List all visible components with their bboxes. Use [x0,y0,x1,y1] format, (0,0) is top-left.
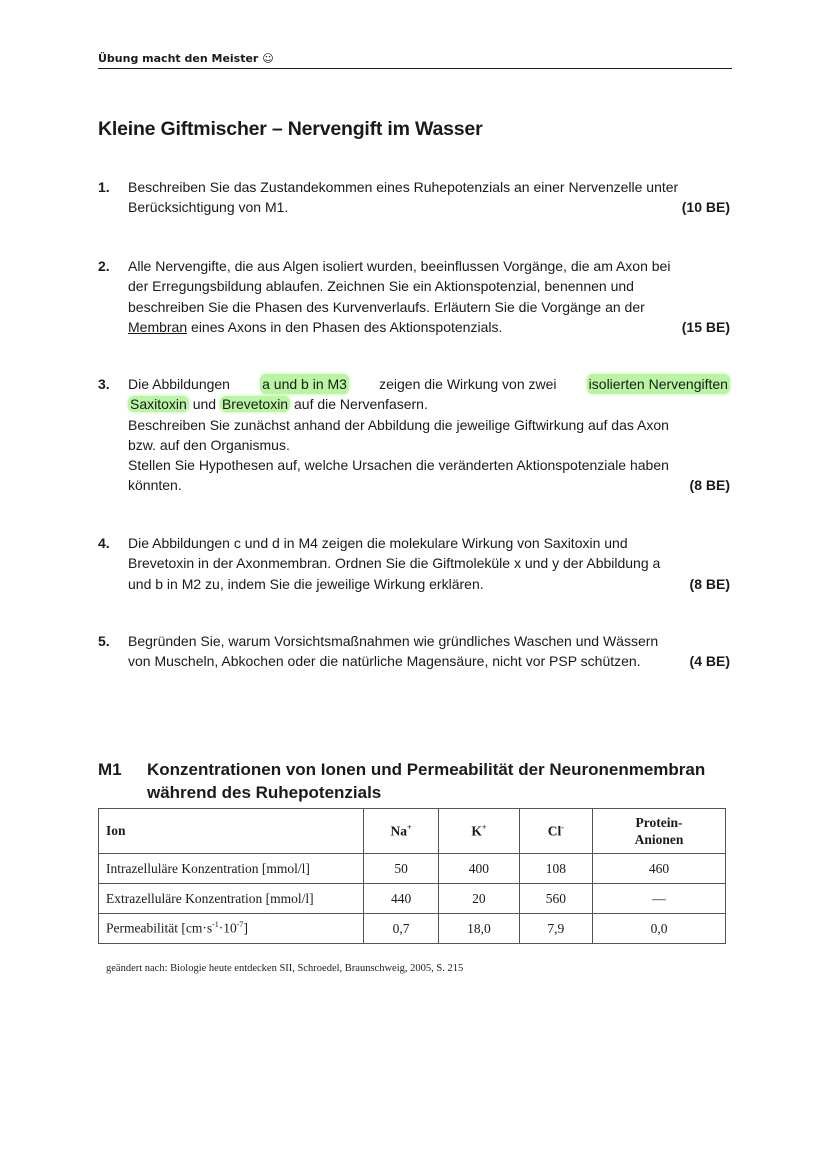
highlight: Brevetoxin [221,396,289,413]
material-title-line: während des Ruhepotenzials [147,783,382,802]
cell: 460 [593,854,726,884]
table-row [99,914,726,944]
col-header-k: K+ [439,809,519,854]
col-header-ion: Ion [99,809,364,854]
col-header-cl: Cl- [519,809,592,854]
highlight: Saxitoxin [130,396,187,413]
points-badge: (4 BE) [689,653,730,670]
source-citation: geändert nach: Biologie heute entdecken SII, Schroedel, Braunschweig, 2005, S. 215 [106,963,464,974]
task-number: 1. [98,179,110,195]
page-header [98,51,732,69]
col-header-na: Na+ [364,809,439,854]
task-number: 2. [98,258,110,274]
ion-table [98,808,726,944]
task-text-line: könnten. [128,477,182,494]
task-number: 4. [98,535,110,551]
highlight: isolierten Nervengiften [587,374,730,394]
page-title: Kleine Giftmischer – Nervengift im Wasser [98,118,483,140]
task-text: auf die Nervenfasern. [294,396,428,413]
material-label: M1 [98,760,122,779]
cell: — [593,884,726,914]
row-label: Extrazelluläre Konzentration [mmol/l] [99,884,364,914]
task-text-line: Beschreiben Sie das Zustandekommen eines Ruhepotenzials an einer Nervenzelle unter [128,179,679,195]
task-text-line: Begründen Sie, warum Vorsichtsmaßnahmen wie gründliches Waschen und Wässern [128,633,659,649]
task-text-line: beschreiben Sie die Phasen des Kurvenverlaufs. Erläutern Sie die Vorgänge an der [128,298,645,315]
task-text: und [192,396,217,413]
table-row [99,884,726,914]
task-4 [98,533,730,594]
cell: 560 [519,884,592,914]
cell: 18,0 [439,914,519,944]
task-text-line: Alle Nervengifte, die aus Algen isoliert wurden, beeinflussen Vorgänge, die am Axon bei [128,258,671,274]
row-label: Intrazelluläre Konzentration [mmol/l] [99,854,364,884]
header-text: Übung macht den Meister ☺ [98,52,274,65]
task-5 [98,631,730,672]
task-text-line: Berücksichtigung von M1. [128,199,289,216]
cell: 50 [364,854,439,884]
task-number: 3. [98,376,110,392]
cell: 20 [439,884,519,914]
task-text-line: Brevetoxin in der Axonmembran. Ordnen Sie die Giftmoleküle x und y der Abbildung a [128,555,661,572]
task-text-line: Die Abbildungen c und d in M4 zeigen die molekulare Wirkung von Saxitoxin und [128,535,628,551]
cell: 108 [519,854,592,884]
points-badge: (10 BE) [681,199,730,216]
cell: 440 [364,884,439,914]
material-title-line: Konzentrationen von Ionen und Permeabilität der Neuronenmembran [147,760,706,779]
cell: 0,0 [593,914,726,944]
underlined-term: Membran [128,318,188,335]
task-text-line: und b in M2 zu, indem Sie die jeweilige Wirkung erklären. [128,575,484,592]
task-text-line: der Erregungsbildung ablaufen. Zeichnen Sie ein Aktionspotenzial, benennen und [128,278,634,295]
col-header-protein-anionen: Protein- Anionen [593,809,726,854]
task-text-line: eines Axons in den Phasen des Aktionspotenzials. [187,318,503,335]
table-header-row [99,809,726,854]
task-number: 5. [98,633,110,649]
cell: 400 [439,854,519,884]
task-text-line: bzw. auf den Organismus. [128,436,290,453]
points-badge: (15 BE) [681,318,730,335]
highlight: a und b in M3 [260,374,349,394]
task-2 [98,256,730,337]
task-text-line: Beschreiben Sie zunächst anhand der Abbildung die jeweilige Giftwirkung auf das Axon [128,416,669,433]
task-1 [98,177,730,218]
task-3 [98,374,730,496]
row-label: Permeabilität $[cm\cdot s^{-1}\cdot 10^{-7}]$ [99,914,364,944]
cell: 7,9 [519,914,592,944]
cell: 0,7 [364,914,439,944]
table-row [99,854,726,884]
material-m1-heading [98,758,747,804]
points-badge: (8 BE) [689,575,730,592]
points-badge: (8 BE) [689,477,730,494]
task-text: Die Abbildungen [128,376,230,392]
task-text-line: Stellen Sie Hypothesen auf, welche Ursachen die veränderten Aktionspotenziale haben [128,457,669,474]
task-text-line: von Muscheln, Abkochen oder die natürliche Magensäure, nicht vor PSP schützen. [128,653,641,670]
task-text: zeigen die Wirkung von zwei [379,376,557,392]
